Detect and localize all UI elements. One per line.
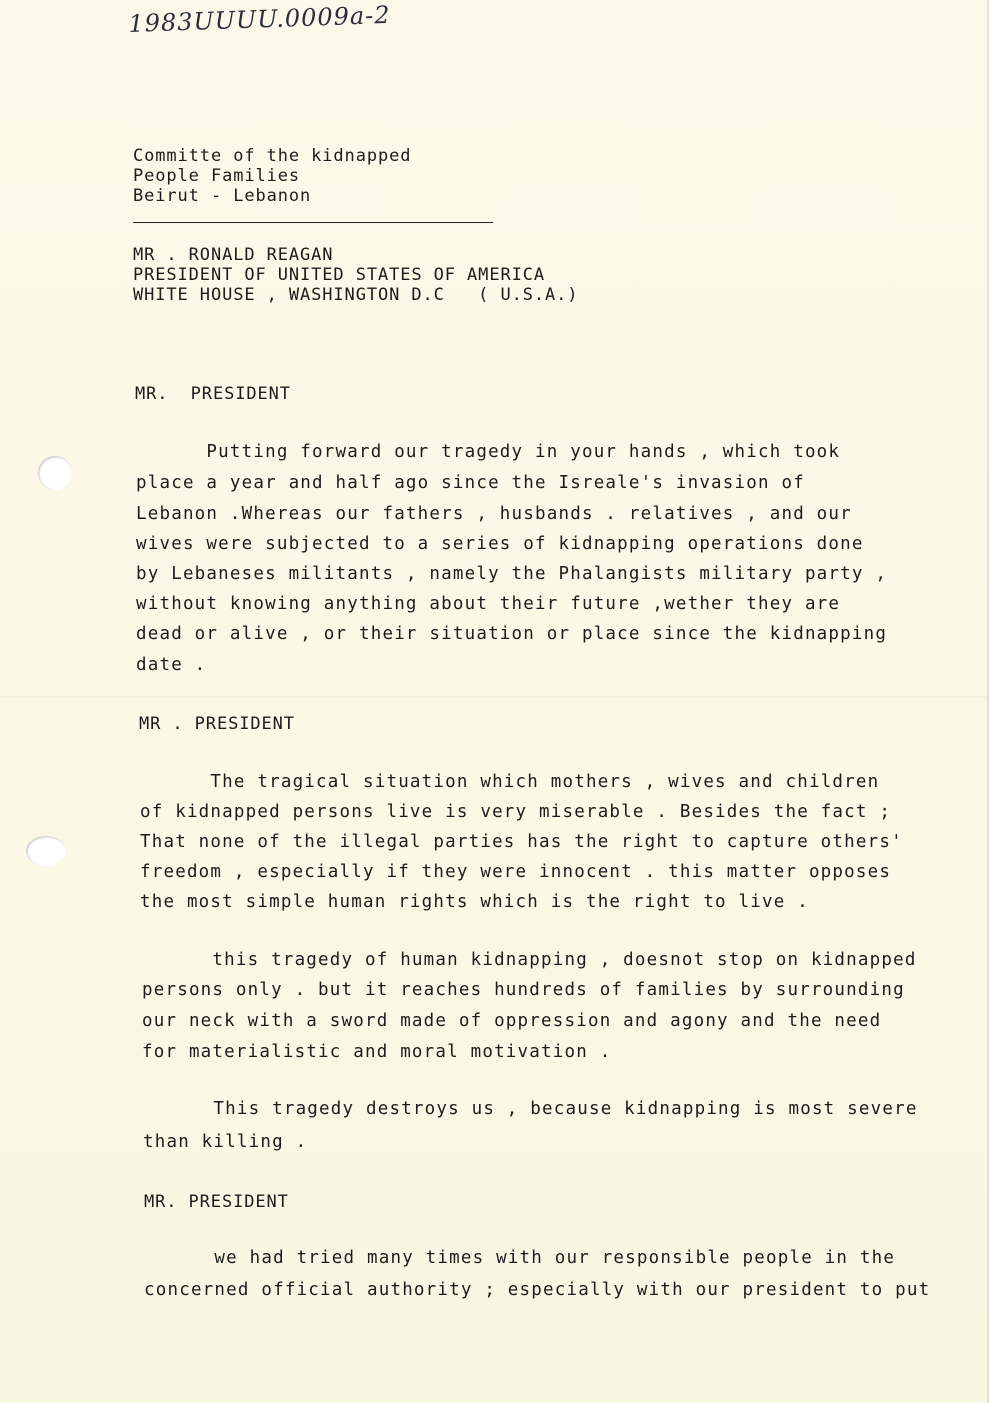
paragraph-line: the most simple human rights which is the right to live .	[140, 892, 809, 912]
handwritten-archive-number: 1983UUUU.0009a-2	[128, 0, 392, 38]
recipient-line-1: MR . RONALD REAGAN	[133, 245, 334, 265]
paragraph-line: freedom , especially if they were innocent . this matter opposes	[140, 862, 892, 882]
paragraph-line: dead or alive , or their situation or place since the kidnapping	[136, 624, 888, 644]
paragraph-line: persons only . but it reaches hundreds of families by surrounding	[142, 980, 905, 1000]
punch-hole	[38, 456, 72, 490]
sender-line-2: People Families	[133, 166, 301, 186]
paragraph-line: concerned official authority ; especially with our president to put	[144, 1280, 931, 1300]
paragraph-line: The tragical situation which mothers , wives and children	[140, 772, 880, 792]
paragraph-line: by Lebaneses militants , namely the Phalangists military party ,	[136, 564, 888, 584]
divider-rule	[133, 222, 493, 223]
salutation: MR. PRESIDENT	[144, 1192, 289, 1212]
recipient-line-3: WHITE HOUSE , WASHINGTON D.C ( U.S.A.)	[133, 285, 579, 305]
paragraph-line: That none of the illegal parties has the right to capture others'	[140, 832, 903, 852]
paragraph-line: for materialistic and moral motivation .	[142, 1042, 612, 1062]
paragraph-line: we had tried many times with our responsible people in the	[144, 1248, 896, 1268]
recipient-line-2: PRESIDENT OF UNITED STATES OF AMERICA	[133, 265, 545, 285]
paragraph-line: wives were subjected to a series of kidnapping operations done	[136, 534, 864, 554]
paragraph-line: this tragedy of human kidnapping , doesnot stop on kidnapped	[142, 950, 917, 970]
paper-fold	[0, 696, 989, 698]
paragraph-line: than killing .	[143, 1132, 308, 1152]
sender-line-3: Beirut - Lebanon	[133, 186, 312, 206]
salutation: MR . PRESIDENT	[139, 714, 295, 734]
paragraph-line: place a year and half ago since the Isreale's invasion of	[136, 473, 805, 493]
paragraph-line: of kidnapped persons live is very miserable . Besides the fact ;	[140, 802, 892, 822]
paragraph-line: our neck with a sword made of oppression and agony and the need	[142, 1011, 882, 1031]
paragraph-line: without knowing anything about their future ,wether they are	[136, 594, 841, 614]
paragraph-line: This tragedy destroys us , because kidnapping is most severe	[143, 1099, 918, 1119]
paragraph-line: Putting forward our tragedy in your hands , which took	[136, 442, 841, 462]
salutation: MR. PRESIDENT	[135, 384, 291, 404]
paragraph-line: Lebanon .Whereas our fathers , husbands . relatives , and our	[136, 504, 852, 524]
punch-hole	[26, 836, 66, 866]
paragraph-line: date .	[136, 655, 207, 675]
sender-line-1: Committe of the kidnapped	[133, 146, 412, 166]
